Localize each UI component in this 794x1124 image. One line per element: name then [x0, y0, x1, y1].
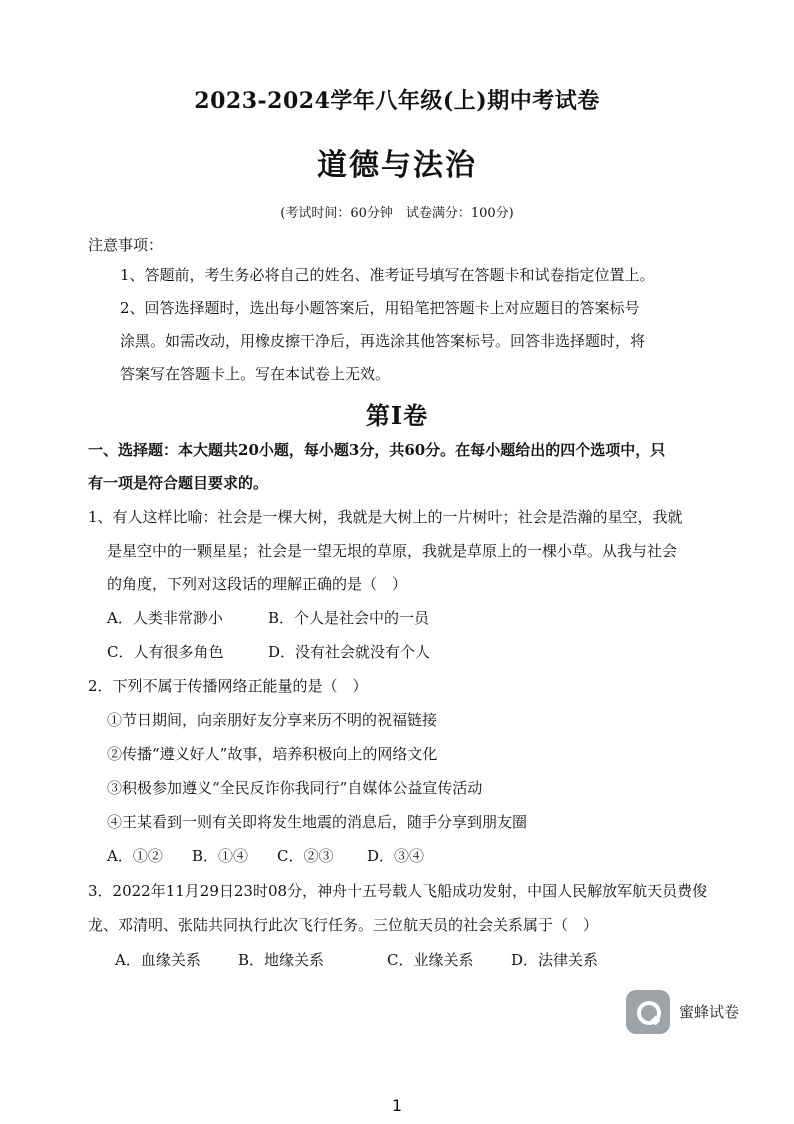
exam-time-info: (考试时间：60分钟 试卷满分：100分) [280, 206, 514, 221]
q2-stem: 2．下列不属于传播网络正能量的是（ ） [88, 677, 368, 695]
q2-option-b: B．①④ [192, 847, 249, 865]
exam-title: 2023-2024学年八年级(上)期中考试卷 [194, 88, 600, 114]
q1-option-d: D．没有社会就没有个人 [268, 643, 431, 661]
q1-stem-line-2: 是星空中的一颗星星；社会是一望无垠的草原，我就是草原上的一棵小草。从我与社会 [107, 542, 678, 560]
q3-stem-line-1: 3．2022年11月29日23时08分，神舟十五号载人飞船成功发射，中国人民解放军航天员费俊 [88, 882, 708, 900]
q1-stem-line-1: 1、有人这样比喻：社会是一棵大树，我就是大树上的一片树叶；社会是浩瀚的星空，我就 [88, 508, 683, 526]
section-instruction-line-2: 有一项是符合题目要求的。 [88, 474, 269, 492]
note-item-2-line-3: 答案写在答题卡上。写在本试卷上无效。 [120, 365, 391, 383]
q2-statement-1: ①节日期间，向亲朋好友分享来历不明的祝福链接 [107, 711, 438, 729]
q1-option-c: C．人有很多角色 [107, 643, 224, 661]
section-title: 第Ⅰ卷 [365, 401, 429, 430]
q1-stem-line-3: 的角度，下列对这段话的理解正确的是（ ） [107, 575, 408, 593]
subject-title: 道德与法治 [317, 148, 477, 183]
q2-statement-3: ③积极参加遵义“全民反诈你我同行”自媒体公益宣传活动 [107, 779, 483, 797]
page-number: 1 [391, 1096, 403, 1115]
note-item-2-line-1: 2、回答选择题时，选出每小题答案后，用铅笔把答题卡上对应题目的答案标号 [120, 299, 640, 317]
note-item-2-line-2: 涂黑。如需改动，用橡皮擦干净后，再选涂其他答案标号。回答非选择题时，将 [120, 332, 646, 350]
section-instruction-line-1: 一、选择题：本大题共20小题，每小题3分，共60分。在每小题给出的四个选项中，只 [88, 441, 666, 459]
search-q-icon [626, 990, 670, 1034]
q2-statement-2: ②传播“遵义好人”故事，培养积极向上的网络文化 [107, 745, 438, 763]
note-item-1: 1、答题前，考生务必将自己的姓名、准考证号填写在答题卡和试卷指定位置上。 [120, 266, 655, 284]
q3-option-a: A．血缘关系 [115, 951, 201, 969]
q2-option-c: C．②③ [277, 847, 334, 865]
notes-heading: 注意事项： [88, 236, 164, 254]
q3-option-c: C．业缘关系 [387, 951, 474, 969]
watermark-text: 蜜蜂试卷 [679, 1003, 740, 1021]
q2-statement-4: ④王某看到一则有关即将发生地震的消息后，随手分享到朋友圈 [107, 813, 528, 831]
q3-stem-line-2: 龙、邓清明、张陆共同执行此次飞行任务。三位航天员的社会关系属于（ ） [88, 916, 599, 934]
q1-option-b: B．个人是社会中的一员 [268, 609, 430, 627]
q3-option-b: B．地缘关系 [238, 951, 325, 969]
q1-option-a: A．人类非常渺小 [107, 609, 223, 627]
q2-option-a: A．①② [107, 847, 163, 865]
q2-option-d: D．③④ [367, 847, 425, 865]
q3-option-d: D．法律关系 [511, 951, 599, 969]
